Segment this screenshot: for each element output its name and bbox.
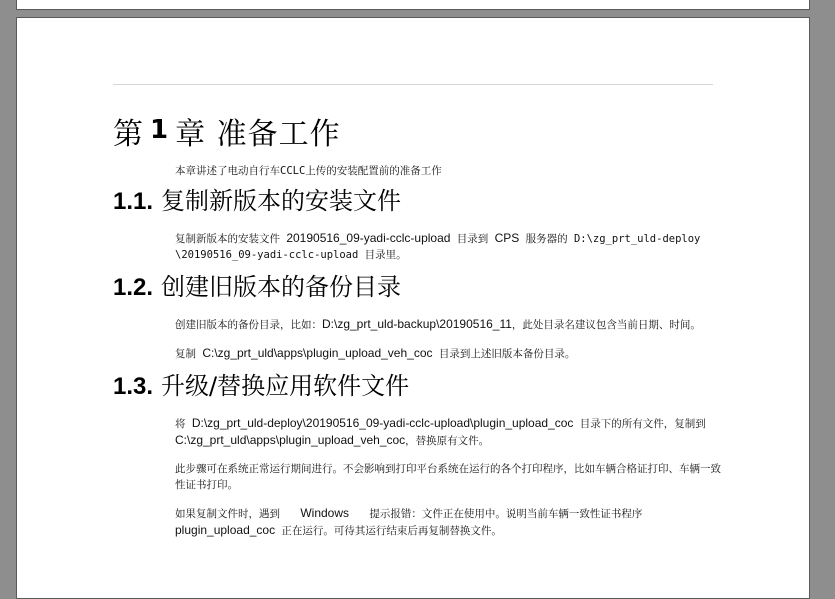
chapter-number: 1 (150, 115, 170, 145)
section-title: 升级/替换应用软件文件 (161, 372, 410, 400)
section-1-3-paragraph-3: 如果复制文件时，遇到 Windows 提示报错：文件正在使用中。说明当前车辆一致性证书程序 plugin_upload_coc 正在运行。可待其运行结束后再复制替换文件。 (175, 506, 643, 537)
section-heading-1-2 (113, 271, 723, 304)
section-1-3-paragraph-1: 将 D:\zg_prt_uld-deploy\20190516_09-yadi-cclc-upload\plugin_upload_coc 目录下的所有文件，复制到 C:\zg_prt_uld\apps\plugin_upload_veh_coc，替换原有文件。 (175, 416, 706, 447)
section-1-3-paragraph-2: 此步骤可在系统正常运行期间进行。不会影响到打印平台系统在运行的各个打印程序，比如车辆合格证打印、车辆一致性证书打印。 (175, 463, 721, 491)
section-number: 1.3. (113, 373, 154, 400)
section-number: 1.2. (113, 274, 154, 301)
section-heading-1-1 (113, 185, 723, 218)
chapter-name: 章 准备工作 (175, 117, 341, 152)
section-title: 创建旧版本的备份目录 (161, 273, 402, 301)
section-1-2-paragraph-2: 复制 C:\zg_prt_uld\apps\plugin_upload_veh_coc 目录到上述旧版本备份目录。 (175, 346, 576, 360)
chapter-prefix: 第 (113, 117, 144, 152)
document-page (16, 17, 810, 599)
page-content (113, 114, 723, 539)
previous-page (16, 0, 810, 10)
section-title: 复制新版本的安装文件 (161, 187, 402, 215)
section-number: 1.1. (113, 188, 154, 215)
section-1-1-paragraph: 复制新版本的安装文件 20190516_09-yadi-cclc-upload 目录到 CPS 服务器的 D:\zg_prt_uld-deploy \20190516_09-yadi-cclc-upload 目录里。 (175, 231, 701, 261)
section-heading-1-3 (113, 370, 723, 403)
chapter-title (113, 114, 723, 157)
chapter-intro: 本章讲述了电动自行车CCLC上传的安装配置前的准备工作 (175, 165, 442, 177)
section-1-2-paragraph-1: 创建旧版本的备份目录，比如：D:\zg_prt_uld-backup\20190516_11，此处目录名建议包含当前日期、时间。 (175, 317, 701, 331)
header-rule (113, 84, 713, 85)
